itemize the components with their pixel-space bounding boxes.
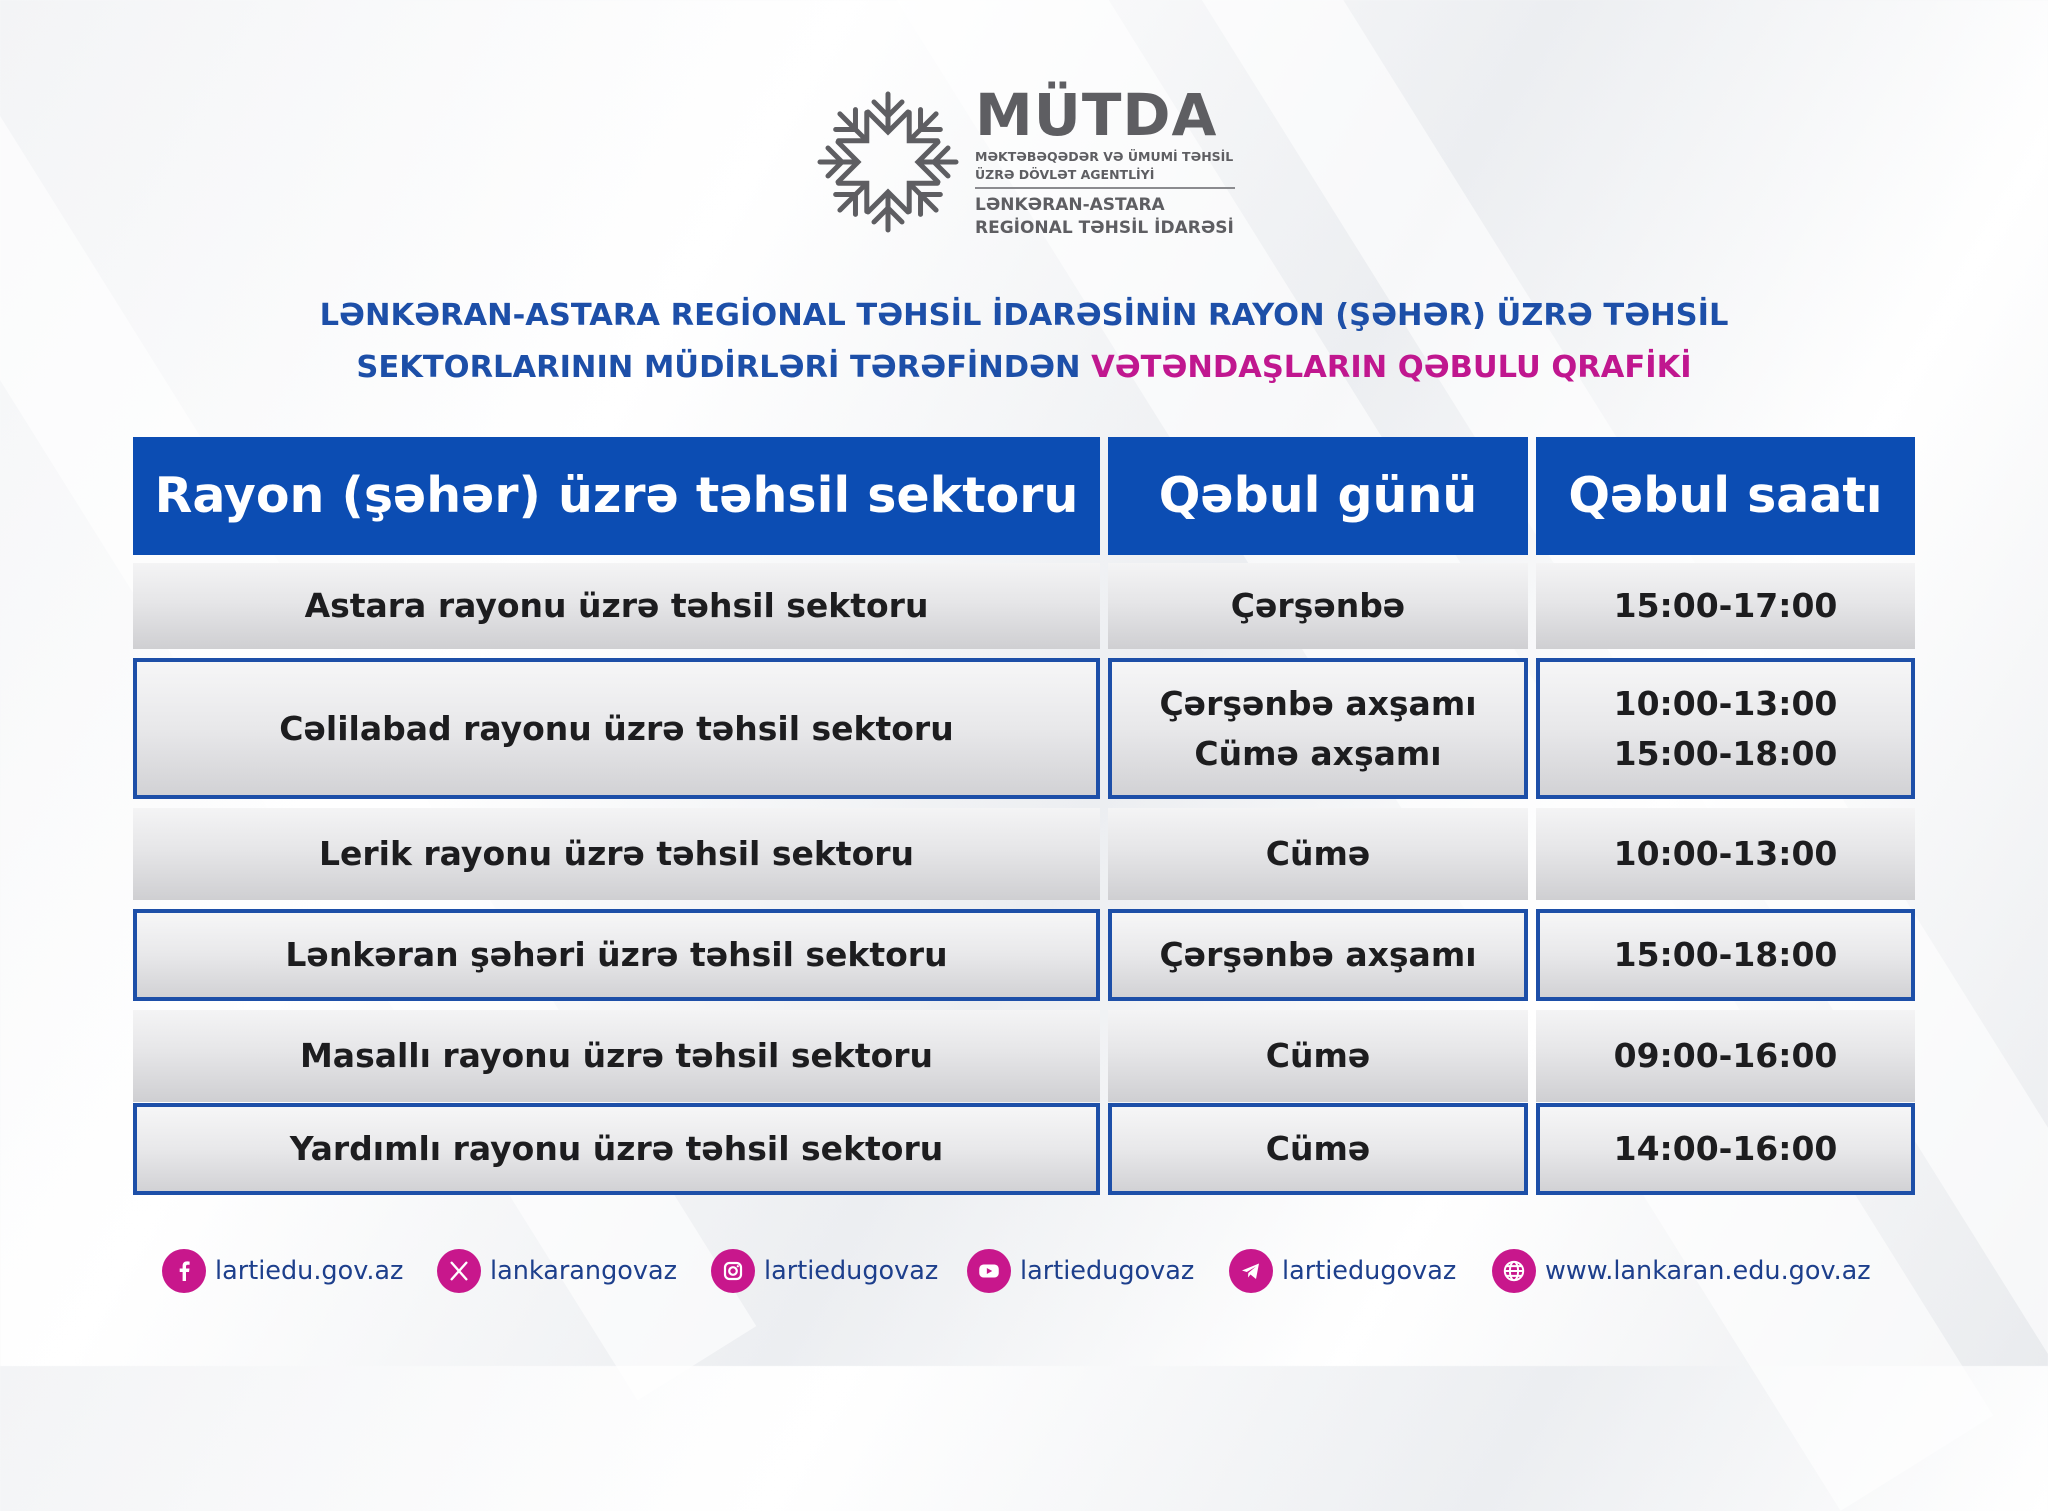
table-cell-time: 14:00-16:00 <box>1536 1103 1915 1195</box>
table-cell-day: Çərşənbə axşamı <box>1108 909 1528 1001</box>
youtube-icon <box>967 1249 1011 1293</box>
time-line-1: 10:00-13:00 <box>1613 683 1838 723</box>
social-label: lartiedugovaz <box>764 1256 939 1286</box>
table-cell-day: Cümə <box>1108 808 1528 900</box>
table-cell-day <box>1108 658 1528 799</box>
logo-region-1: LƏNKƏRAN-ASTARA <box>975 195 1165 215</box>
social-x[interactable] <box>437 1248 677 1294</box>
title-line-2-accent: VƏTƏNDAŞLARIN QƏBULU QRAFİKİ <box>1091 350 1692 385</box>
logo-subtitle-2: ÜZRƏ DÖVLƏT AGENTLİYİ <box>975 167 1155 182</box>
social-label: lartiedugovaz <box>1282 1256 1457 1286</box>
social-telegram[interactable] <box>1229 1248 1456 1294</box>
header-day: Qəbul günü <box>1108 437 1528 555</box>
table-cell-sector: Lerik rayonu üzrə təhsil sektoru <box>133 808 1100 900</box>
logo-divider <box>975 187 1235 189</box>
table-cell-sector: Lənkəran şəhəri üzrə təhsil sektoru <box>133 909 1100 1001</box>
social-label: lartiedu.gov.az <box>215 1256 404 1286</box>
table-cell-time <box>1536 658 1915 799</box>
social-label: lankarangovaz <box>490 1256 677 1286</box>
table-cell-time: 15:00-17:00 <box>1536 563 1915 649</box>
social-youtube[interactable] <box>967 1248 1194 1294</box>
title-line-1: LƏNKƏRAN-ASTARA REGİONAL TƏHSİL İDARƏSİNİN RAYON (ŞƏHƏR) ÜZRƏ TƏHSİL <box>319 298 1729 333</box>
table-cell-day: Cümə <box>1108 1010 1528 1102</box>
globe-icon <box>1492 1249 1536 1293</box>
table-cell-time: 10:00-13:00 <box>1536 808 1915 900</box>
table-cell-sector: Yardımlı rayonu üzrə təhsil sektoru <box>133 1103 1100 1195</box>
logo-subtitle-1: MƏKTƏBƏQƏDƏR VƏ ÜMUMİ TƏHSİL <box>975 149 1234 164</box>
day-line-2: Cümə axşamı <box>1194 733 1442 773</box>
social-website[interactable] <box>1492 1248 1871 1294</box>
table-cell-time: 15:00-18:00 <box>1536 909 1915 1001</box>
page-title <box>0 290 2048 394</box>
telegram-icon <box>1229 1249 1273 1293</box>
mutda-logo <box>812 82 1242 242</box>
table-cell-sector: Astara rayonu üzrə təhsil sektoru <box>133 563 1100 649</box>
title-line-2-main: SEKTORLARININ MÜDİRLƏRİ TƏRƏFİNDƏN <box>356 350 1081 385</box>
table-cell-day: Cümə <box>1108 1103 1528 1195</box>
instagram-icon <box>711 1249 755 1293</box>
time-line-2: 15:00-18:00 <box>1613 733 1838 773</box>
logo-region-2: REGİONAL TƏHSİL İDARƏSİ <box>975 218 1234 238</box>
logo-text <box>975 82 1245 240</box>
table-cell-sector: Masallı rayonu üzrə təhsil sektoru <box>133 1010 1100 1102</box>
social-label: lartiedugovaz <box>1020 1256 1195 1286</box>
table-cell-time: 09:00-16:00 <box>1536 1010 1915 1102</box>
day-line-1: Çərşənbə axşamı <box>1159 683 1477 723</box>
table-cell-sector: Cəlilabad rayonu üzrə təhsil sektoru <box>133 658 1100 799</box>
facebook-icon <box>162 1249 206 1293</box>
social-label: www.lankaran.edu.gov.az <box>1545 1256 1871 1286</box>
title-line-2 <box>0 342 2048 394</box>
x-icon <box>437 1249 481 1293</box>
social-instagram[interactable] <box>711 1248 938 1294</box>
table-cell-day: Çərşənbə <box>1108 563 1528 649</box>
header-sector: Rayon (şəhər) üzrə təhsil sektoru <box>133 437 1100 555</box>
header-time: Qəbul saatı <box>1536 437 1915 555</box>
mutda-emblem-icon <box>812 86 964 238</box>
logo-title: MÜTDA <box>975 81 1218 149</box>
social-facebook[interactable] <box>162 1248 403 1294</box>
